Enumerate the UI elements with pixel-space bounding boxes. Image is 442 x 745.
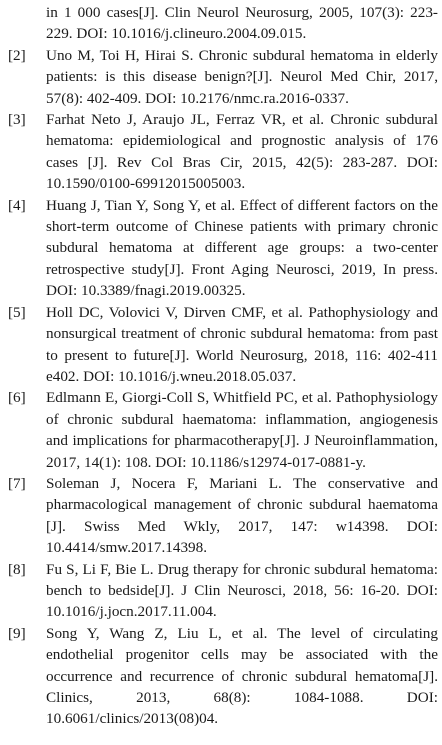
reference-text: Uno M, Toi H, Hirai S. Chronic subdural hematoma in elderly patients: is this disease benign?[J]. Neurol Med Chir, 2017, 57(8): 402-409. DOI: 10.2176/nmc.ra.2016-0337.	[46, 46, 438, 107]
reference-text: Farhat Neto J, Araujo JL, Ferraz VR, et al. Chronic subdural hematoma: epidemiological and prognostic analysis of 176 cases [J]. Rev Col Bras Cir, 2015, 42(5): 283-287. DOI: 10.1590/0100-69912015005003.	[46, 111, 438, 193]
reference-text: Soleman J, Nocera F, Mariani L. The conservative and pharmacological management of chronic subdural haematoma [J]. Swiss Med Wkly, 2017, 147: w14398. DOI: 10.4414/smw.2017.14398.	[46, 474, 438, 557]
reference-number: [8]	[8, 560, 26, 578]
reference-item	[8, 473, 438, 559]
reference-text: Huang J, Tian Y, Song Y, et al. Effect of different factors on the short-term outcome of Chinese patients with primary chronic subdural hematoma at different age groups: a two-center retrospective study[J]. Front Aging Neurosci, 2019, In press. DOI: 10.3389/fnagi.2019.00325.	[46, 196, 438, 300]
reference-text: Holl DC, Volovici V, Dirven CMF, et al. Pathophysiology and nonsurgical treatment of chronic subdural hematoma: from past to present to future[J]. World Neurosurg, 2018, 116: 402-411 e402. DOI: 10.1016/j.wneu.2018.05.037.	[46, 303, 438, 385]
reference-number: [2]	[8, 46, 26, 64]
reference-number: [9]	[8, 624, 26, 642]
reference-item	[8, 623, 438, 730]
reference-text: Edlmann E, Giorgi-Coll S, Whitfield PC, et al. Pathophysiology of chronic subdural haematoma: inflammation, angiogenesis and implications for pharmacotherapy[J]. J Neuroinflammation, 2017, 14(1): 108. DOI: 10.1186/s12974-017-0881-y.	[46, 389, 438, 471]
reference-number: [5]	[8, 303, 26, 321]
reference-number: [7]	[8, 474, 26, 492]
reference-item	[8, 302, 438, 388]
reference-number: [3]	[8, 111, 26, 129]
reference-text: Song Y, Wang Z, Liu L, et al. The level of circulating endothelial progenitor cells may be associated with the occurrence and recurrence of chronic subdural hematoma[J]. Clinics, 2013, 68(8): 1084-1088. DOI: 10.6061/clinics/2013(08)04.	[46, 624, 438, 728]
reference-item	[8, 109, 438, 195]
reference-text: Fu S, Li F, Bie L. Drug therapy for chronic subdural hematoma: bench to bedside[J]. J Clin Neurosci, 2018, 56: 16-20. DOI: 10.1016/j.jocn.2017.11.004.	[46, 560, 438, 621]
reference-item	[8, 45, 438, 109]
reference-item	[8, 387, 438, 473]
reference-continuation: in 1 000 cases[J]. Clin Neurol Neurosurg, 2005, 107(3): 223-229. DOI: 10.1016/j.clineuro.2004.09.015.	[46, 4, 438, 43]
reference-item	[8, 195, 438, 302]
reference-number: [4]	[8, 196, 26, 214]
reference-list	[8, 2, 438, 730]
reference-item	[8, 559, 438, 623]
reference-number: [6]	[8, 389, 26, 407]
